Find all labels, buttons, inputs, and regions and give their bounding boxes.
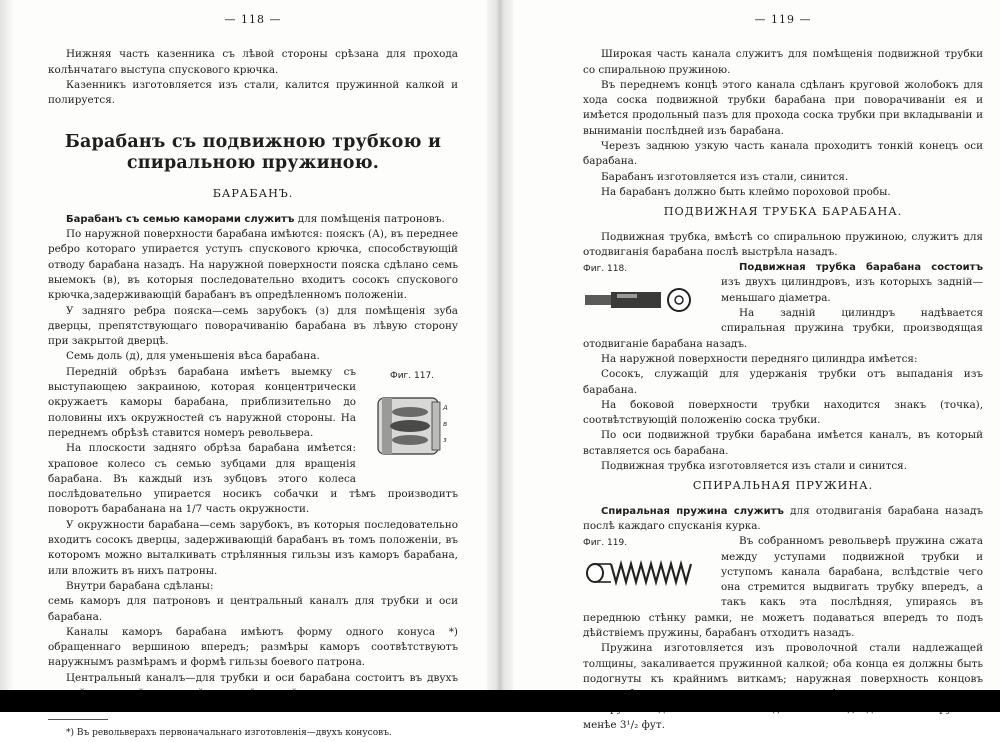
paragraph-text: для отодвиганія барабана назадъ послѣ каждаго спусканія курка. — [583, 504, 984, 532]
paragraph-text: изъ двухъ цилиндровъ, изъ которыхъ задній—меньшаго діаметра. — [721, 276, 983, 304]
paragraph: По наружной поверхности барабана имѣются: пояскъ (А), въ переднее ребро котораго упирается уступъ спускового крючка, способствующій отводу барабана назадъ. На наружной поверхности пояска сдѣлано семь выемокъ (в), въ которыя последовательно входитъ сосокъ спускового крючка,задерживающій барабанъ въ опредѣленномъ положеніи. — [48, 228, 458, 302]
left-page — [0, 0, 487, 739]
page-number: — 118 — — [224, 13, 282, 26]
footnote-divider — [48, 719, 108, 720]
moving-tube-illustration — [583, 283, 703, 317]
bold-lead: Спиральная пружина служитъ — [601, 505, 784, 517]
figure-caption: Фиг. 119. — [583, 538, 628, 549]
figure-caption: Фиг. 118. — [583, 264, 628, 275]
right-page — [513, 0, 1000, 731]
bold-lead: Барабанъ съ семью каморами служитъ — [66, 213, 295, 225]
figure-119 — [583, 536, 711, 594]
subsection-heading: СПИРАЛЬНАЯ ПРУЖИНА. — [692, 479, 874, 493]
book-gutter — [487, 0, 513, 690]
paragraph: Черезъ заднюю узкую часть канала проходитъ тонкій конецъ оси барабана. — [583, 140, 983, 168]
section-heading: Барабанъ съ подвижною трубкою и спиральною пружиною. — [64, 132, 442, 174]
paragraph: Подвижная трубка изготовляется изъ стали и синится. — [601, 460, 908, 473]
svg-text:з: з — [443, 436, 447, 445]
spiral-spring-illustration — [583, 558, 703, 588]
page-number: — 119 — — [754, 13, 812, 26]
paragraph: Каналы каморъ барабана имѣютъ форму одного конуса *) обращеннаго вершиною впередъ; размѣры каморъ соотвѣтствуютъ наружнымъ размѣрамъ и формѣ гильзы боевого патрона. — [48, 625, 458, 669]
svg-text:в: в — [443, 420, 448, 429]
paragraph: Пружина изготовляется изъ проволочной стали надлежащей толщины, закаливается пружинной калкой; оба конца ея должны быть подогнуты къ крайнимъ виткамъ; наружная поверхность концовъ — [583, 642, 983, 685]
paragraph: Сосокъ, служащій для удержанія трубки отъ выпаданія изъ барабана. — [583, 368, 983, 396]
paragraph: У задняго ребра пояска—семь зарубокъ (з) для помѣщенія зуба дверцы, препятствующаго поворачиванію барабана въ лѣвую сторону при закрытой дверцѣ. — [48, 304, 458, 348]
scan-bottom-border — [0, 690, 1000, 712]
paragraph-text: для помѣщенія патроновъ. — [294, 212, 445, 225]
paragraph: Центральный каналъ—для трубки и оси барабана состоитъ въ двухъ — [66, 671, 458, 684]
paragraph: Внутри барабана сдѣланы: — [66, 579, 214, 592]
figure-117 — [366, 369, 458, 469]
subsection-heading: БАРАБАНЪ. — [212, 187, 294, 201]
paragraph: Передній обрѣзъ барабана имѣетъ выемку съ выступающею закраиною, которая концентрически окружаетъ каморы барабана, приблизительно до половины ихъ окружностей съ наружной стороны. На переднемъ обрѣзѣ ставится номеръ револьвера. — [48, 365, 356, 439]
svg-text:A: A — [443, 404, 448, 413]
cylinder-drum-illustration — [372, 390, 452, 462]
paragraph: Подвижная трубка, вмѣстѣ со спиральною пружиною, служитъ для отодвиганія барабана послѣ выстрѣла назадъ. — [583, 230, 983, 258]
paragraph: Широкая часть канала служитъ для помѣщенія подвижной трубки со спиральною пружиною. — [583, 48, 983, 76]
paragraph: У окружности барабана—семь зарубокъ, въ которыя последовательно входитъ сосокъ дверцы, задерживающій барабанъ въ томъ положеніи, въ которомъ можно выталкивать стрѣлянныя гильзы изъ каморъ барабана, или вложить въ нихъ патроны. — [48, 518, 458, 577]
paragraph: Семь доль (д), для уменьшенія вѣса барабана. — [66, 350, 320, 363]
paragraph: Казенникъ изготовляется изъ стали, калится пружинной калкой и полируется. — [48, 78, 458, 107]
paragraph: менѣе 3¹/₂ фут. — [583, 718, 665, 731]
paragraph: Барабанъ изготовляется изъ стали, синится. — [601, 170, 849, 183]
paragraph: На боковой поверхности трубки находится знакъ (точка), соотвѣтствующій положенію соска трубки. — [583, 398, 983, 427]
paragraph: Въ собранномъ револьверѣ пружина сжата между уступами подвижной трубки и уступомъ канала барабана, вслѣдствіе чего она стремится выдвигать трубку впередъ, а такъ какъ эта послѣдняя, упираясь въ переднюю стѣнку рамки, не можетъ подаваться впередъ то подъ дѣйствіемъ пружины, барабанъ отходитъ назадъ. — [583, 535, 983, 639]
right-page-text — [583, 10, 983, 733]
paragraph: На задній цилиндръ надѣвается спиральная пружина трубки, производящая отодвиганіе барабана назадъ. — [583, 307, 983, 350]
paragraph: Въ переднемъ концѣ этого канала сдѣланъ круговой жолобокъ для хода соска подвижной трубки барабана при поворачиваніи ея и имѣется продольный пазъ для прохода соска трубки при вкладываніи и выниманіи послѣдней изъ барабана. — [583, 78, 983, 137]
figure-118 — [583, 262, 711, 324]
bold-lead: Подвижная трубка барабана состоитъ — [739, 262, 983, 274]
paragraph — [48, 212, 458, 227]
subsection-heading: ПОДВИЖНАЯ ТРУБКА БАРАБАНА. — [663, 205, 903, 219]
paragraph: Нижняя часть казенника съ лѣвой стороны срѣзана для прохода колѣнчатаго выступа спускового крючка. — [48, 48, 458, 76]
paragraph: По оси подвижной трубки барабана имѣется каналъ, въ который вставляется ось барабана. — [583, 429, 983, 457]
footnote: *) Въ револьверахъ первоначальнаго изготовленія—двухъ конусовъ. — [66, 728, 392, 739]
paragraph: На наружной поверхности передняго цилиндра имѣется: — [601, 352, 918, 365]
page-edge-shadow — [0, 0, 14, 690]
paragraph: На плоскости задняго обрѣза барабана имѣется: храповое колесо съ семью зубцами для вращенія барабана. Въ каждый изъ зубцовъ этого колеса послѣдовательно упирается носикъ собачки и тѣмъ производитъ поворотъ барабанана на 1/7 часть окружности. — [48, 442, 458, 516]
left-page-text — [48, 10, 458, 742]
paragraph — [583, 504, 983, 535]
paragraph: На барабанъ должно быть клеймо пороховой пробы. — [601, 185, 891, 198]
paragraph: семь каморъ для патроновъ и центральный каналъ для трубки и оси барабана. — [48, 595, 458, 623]
figure-caption: Фиг. 117. — [389, 370, 435, 381]
